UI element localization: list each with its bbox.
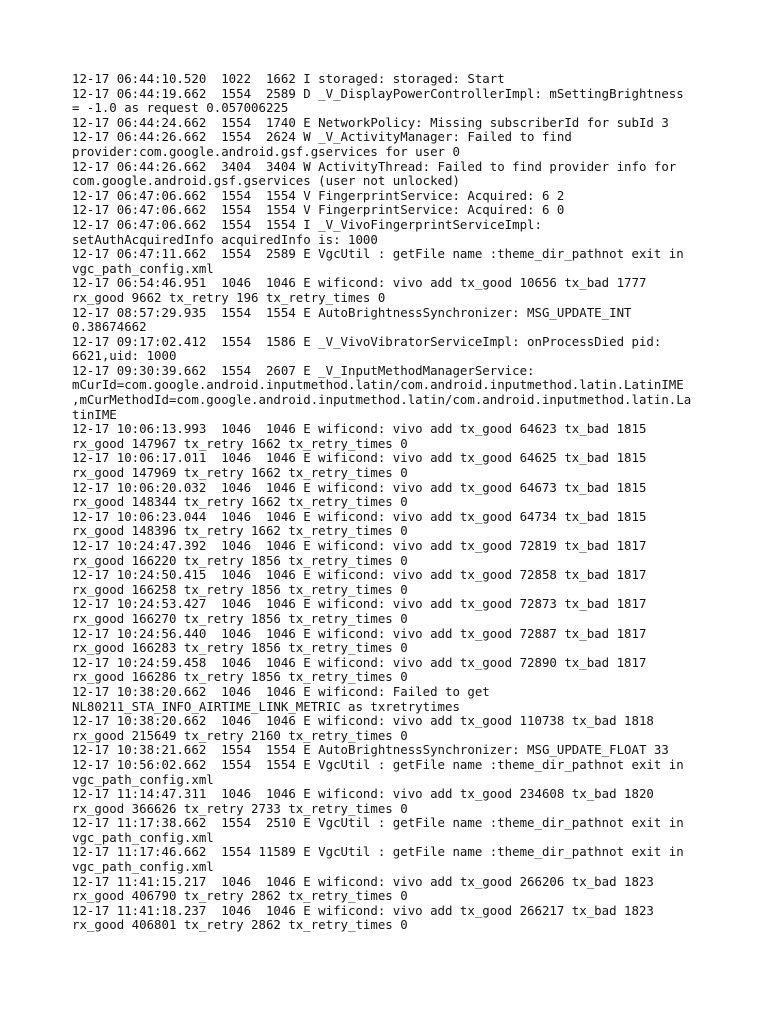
log-line: rx_good 366626 tx_retry 2733 tx_retry_times 0 — [72, 800, 408, 816]
log-line: 12-17 06:44:19.662 1554 2589 D _V_DisplayPowerControllerImpl: mSettingBrightness — [72, 85, 684, 101]
log-line: 12-17 11:41:18.237 1046 1046 E wificond: vivo add tx_good 266217 tx_bad 1823 — [72, 902, 654, 918]
log-line: 12-17 10:38:21.662 1554 1554 E AutoBrightnessSynchronizer: MSG_UPDATE_FLOAT 33 — [72, 742, 669, 758]
log-line: 12-17 10:06:17.011 1046 1046 E wificond: vivo add tx_good 64625 tx_bad 1815 — [72, 450, 647, 466]
log-line: 12-17 08:57:29.935 1554 1554 E AutoBrightnessSynchronizer: MSG_UPDATE_INT — [72, 304, 632, 320]
log-line: 12-17 06:47:06.662 1554 1554 V FingerprintService: Acquired: 6 0 — [72, 202, 565, 218]
log-line: 12-17 10:06:13.993 1046 1046 E wificond: vivo add tx_good 64623 tx_bad 1815 — [72, 421, 647, 437]
log-line: 12-17 06:47:11.662 1554 2589 E VgcUtil : getFile name :theme_dir_pathnot exit in — [72, 246, 684, 262]
log-line: rx_good 166258 tx_retry 1856 tx_retry_times 0 — [72, 581, 408, 597]
log-line: rx_good 166286 tx_retry 1856 tx_retry_times 0 — [72, 669, 408, 685]
log-line: 12-17 10:06:20.032 1046 1046 E wificond: vivo add tx_good 64673 tx_bad 1815 — [72, 479, 647, 495]
log-line: rx_good 215649 tx_retry 2160 tx_retry_times 0 — [72, 727, 408, 743]
log-line: rx_good 166270 tx_retry 1856 tx_retry_times 0 — [72, 610, 408, 626]
log-line: 12-17 10:24:53.427 1046 1046 E wificond: vivo add tx_good 72873 tx_bad 1817 — [72, 596, 647, 612]
log-line: = -1.0 as request 0.057006225 — [72, 100, 289, 116]
log-line: NL80211_STA_INFO_AIRTIME_LINK_METRIC as txretrytimes — [72, 698, 460, 714]
log-line: 12-17 10:38:20.662 1046 1046 E wificond: vivo add tx_good 110738 tx_bad 1818 — [72, 713, 654, 729]
log-line: 12-17 10:24:56.440 1046 1046 E wificond: vivo add tx_good 72887 tx_bad 1817 — [72, 625, 647, 641]
log-line: 12-17 09:17:02.412 1554 1586 E _V_VivoVibratorServiceImpl: onProcessDied pid: — [72, 333, 662, 349]
log-line: com.google.android.gsf.gservices (user not unlocked) — [72, 173, 460, 189]
log-line: 12-17 10:24:50.415 1046 1046 E wificond: vivo add tx_good 72858 tx_bad 1817 — [72, 567, 647, 583]
log-text-block — [72, 72, 702, 933]
log-line: vgc_path_config.xml — [72, 829, 214, 845]
log-line: ,mCurMethodId=com.google.android.inputmethod.latin/com.android.inputmethod.latin.La — [72, 392, 692, 408]
log-line: setAuthAcquiredInfo acquiredInfo is: 1000 — [72, 231, 378, 247]
log-line: 12-17 06:54:46.951 1046 1046 E wificond: vivo add tx_good 10656 tx_bad 1777 — [72, 275, 647, 291]
log-line: 12-17 10:06:23.044 1046 1046 E wificond: vivo add tx_good 64734 tx_bad 1815 — [72, 508, 647, 524]
log-line: mCurId=com.google.android.inputmethod.latin/com.android.inputmethod.latin.LatinIME — [72, 377, 684, 393]
log-line: 12-17 06:47:06.662 1554 1554 I _V_VivoFingerprintServiceImpl: — [72, 216, 542, 232]
log-line: 12-17 11:14:47.311 1046 1046 E wificond: vivo add tx_good 234608 tx_bad 1820 — [72, 786, 654, 802]
log-line: 12-17 06:44:24.662 1554 1740 E NetworkPolicy: Missing subscriberId for subId 3 — [72, 114, 669, 130]
log-line: 12-17 10:24:59.458 1046 1046 E wificond: vivo add tx_good 72890 tx_bad 1817 — [72, 654, 647, 670]
log-line: vgc_path_config.xml — [72, 771, 214, 787]
log-line: 6621,uid: 1000 — [72, 348, 177, 364]
log-line: 12-17 06:44:26.662 3404 3404 W ActivityThread: Failed to find provider info for — [72, 158, 677, 174]
log-line: 12-17 10:38:20.662 1046 1046 E wificond: Failed to get — [72, 683, 490, 699]
log-line: rx_good 166283 tx_retry 1856 tx_retry_times 0 — [72, 640, 408, 656]
log-line: rx_good 9662 tx_retry 196 tx_retry_times 0 — [72, 289, 386, 305]
log-line: 0.38674662 — [72, 319, 147, 335]
log-line: 12-17 10:56:02.662 1554 1554 E VgcUtil : getFile name :theme_dir_pathnot exit in — [72, 756, 684, 772]
log-line: 12-17 06:47:06.662 1554 1554 V FingerprintService: Acquired: 6 2 — [72, 187, 565, 203]
log-line: rx_good 147969 tx_retry 1662 tx_retry_times 0 — [72, 465, 408, 481]
log-line: rx_good 166220 tx_retry 1856 tx_retry_times 0 — [72, 552, 408, 568]
log-line: 12-17 11:17:46.662 1554 11589 E VgcUtil : getFile name :theme_dir_pathnot exit in — [72, 844, 684, 860]
log-line: 12-17 10:24:47.392 1046 1046 E wificond: vivo add tx_good 72819 tx_bad 1817 — [72, 538, 647, 553]
log-line: 12-17 09:30:39.662 1554 2607 E _V_InputMethodManagerService: — [72, 362, 535, 378]
log-line: provider:com.google.android.gsf.gservices for user 0 — [72, 143, 460, 159]
log-line: 12-17 11:17:38.662 1554 2510 E VgcUtil : getFile name :theme_dir_pathnot exit in — [72, 815, 684, 831]
log-line: vgc_path_config.xml — [72, 859, 214, 875]
log-line: rx_good 148344 tx_retry 1662 tx_retry_times 0 — [72, 494, 408, 510]
log-line: rx_good 406801 tx_retry 2862 tx_retry_times 0 — [72, 917, 408, 933]
log-line: rx_good 147967 tx_retry 1662 tx_retry_times 0 — [72, 435, 408, 451]
log-line: 12-17 11:41:15.217 1046 1046 E wificond: vivo add tx_good 266206 tx_bad 1823 — [72, 873, 654, 889]
log-line: 12-17 06:44:26.662 1554 2624 W _V_ActivityManager: Failed to find — [72, 129, 572, 145]
log-line: rx_good 406790 tx_retry 2862 tx_retry_times 0 — [72, 888, 408, 904]
log-line: 12-17 06:44:10.520 1022 1662 I storaged: storaged: Start — [72, 71, 505, 86]
log-line: tinIME — [72, 406, 117, 422]
log-line: vgc_path_config.xml — [72, 260, 214, 276]
log-line: rx_good 148396 tx_retry 1662 tx_retry_times 0 — [72, 523, 408, 539]
